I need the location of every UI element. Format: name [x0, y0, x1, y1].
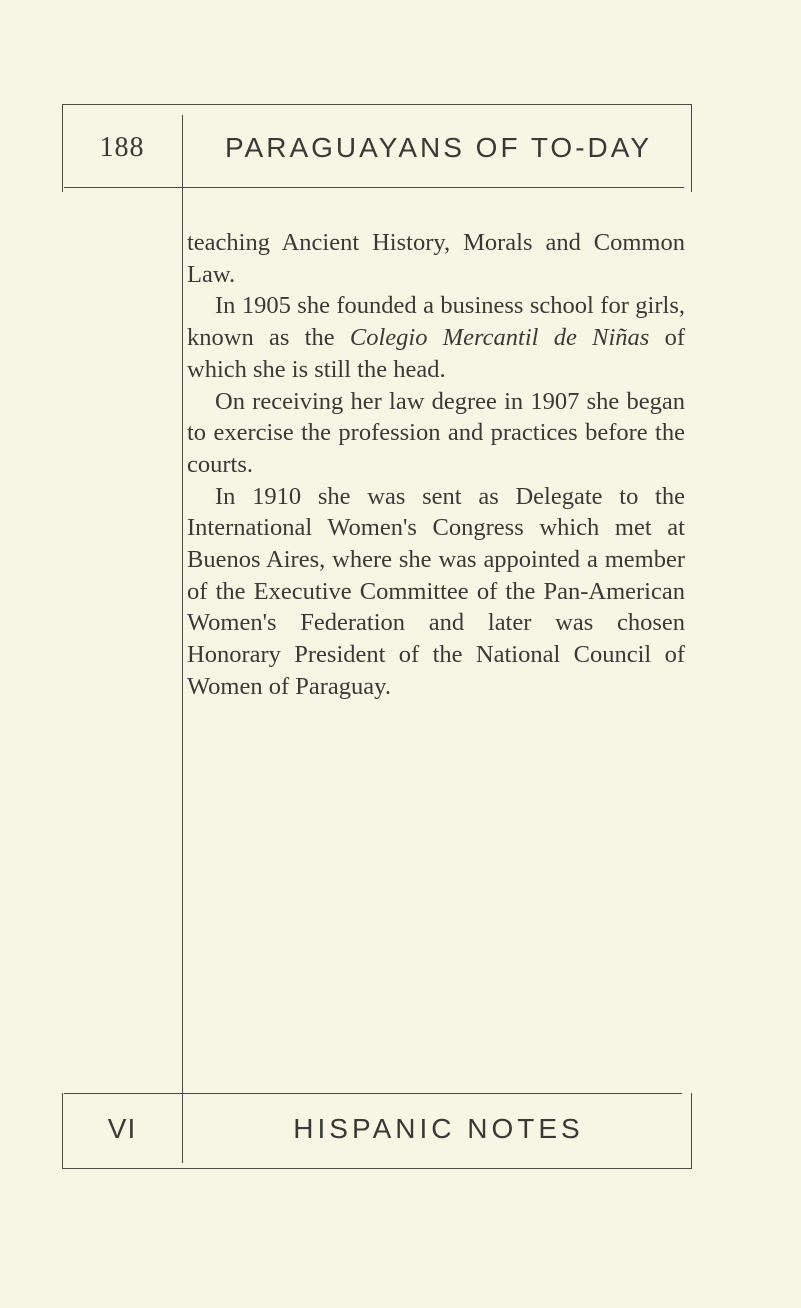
school-name: Colegio Mercantil de Niñas — [349, 324, 650, 352]
right-border — [691, 104, 692, 192]
footer-title: HISPANIC NOTES — [293, 1113, 584, 1144]
running-title: PARAGUAYANS OF TO-DAY — [224, 132, 653, 163]
right-border-lower — [691, 1093, 692, 1169]
paragraph-4: In 1910 she was sent as Delegate to the International Women's Congress which met at Buenos Aires, where she was appointed a member of the Executive Committee of the Pan-American Women's Federation and later was chosen Honorary President of the National Council of Women of Paraguay. — [187, 482, 685, 700]
body-text — [187, 227, 685, 703]
paragraph-2-end: of which she is still the head. — [187, 324, 685, 383]
header-rule — [64, 187, 684, 188]
column-divider — [182, 115, 183, 1163]
signature-mark: VI — [107, 1113, 137, 1144]
paragraph-1: teaching Ancient History, Morals and Common Law. — [187, 229, 685, 288]
page-number: 188 — [99, 132, 145, 163]
footer-rule-top — [64, 1093, 682, 1094]
paragraph-3: On receiving her law degree in 1907 she began to exercise the profession and practices before the courts. — [187, 387, 685, 478]
top-rule — [62, 104, 692, 105]
bottom-rule — [62, 1168, 692, 1169]
paragraph-2 — [187, 290, 685, 385]
paragraph-2-start: In 1905 she founded a business school for girls, known as the — [187, 292, 685, 352]
